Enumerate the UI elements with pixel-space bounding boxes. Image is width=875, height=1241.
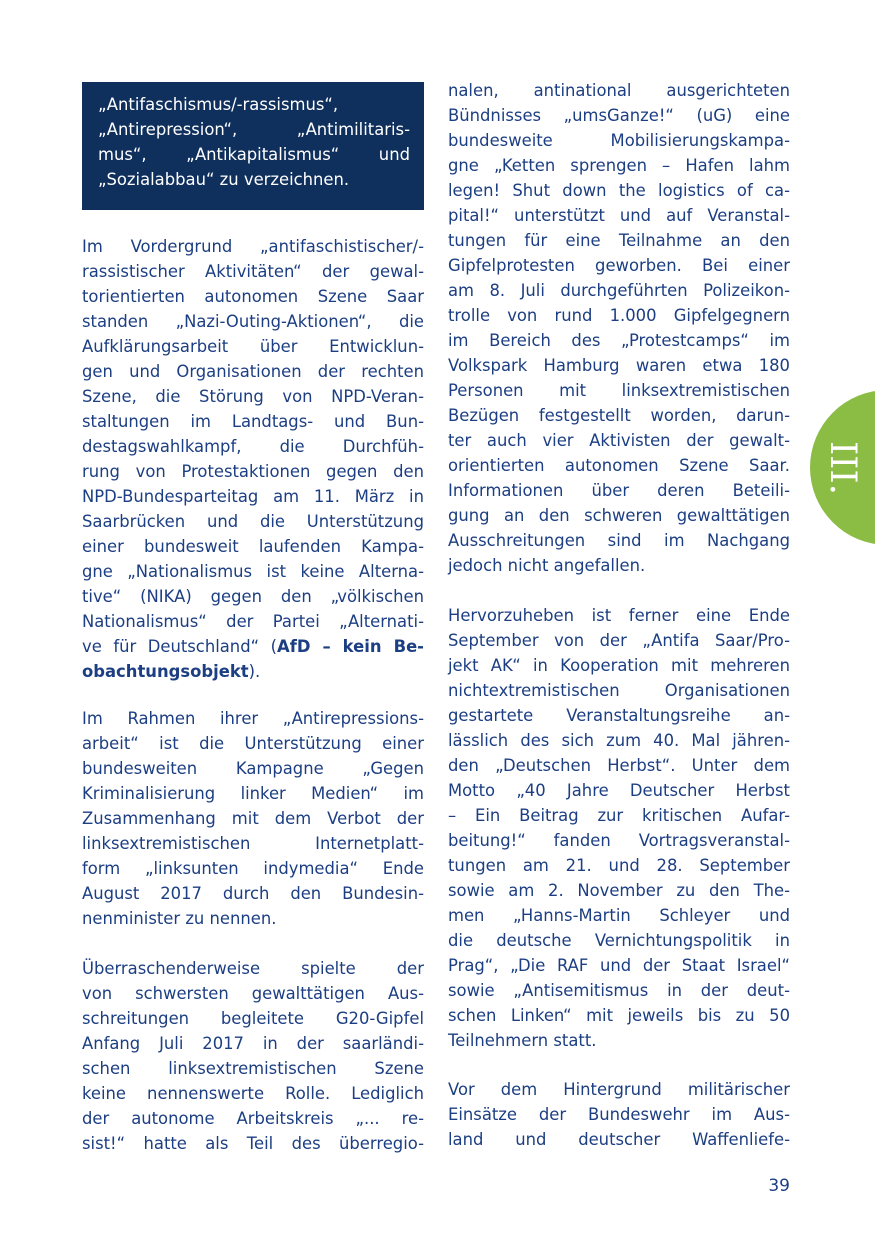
text-line: Volkspark Hamburg waren etwa 180: [448, 356, 790, 375]
text-line: August 2017 durch den Bundesin-: [82, 884, 424, 903]
text-line: trolle von rund 1.000 Gipfelgegnern: [448, 306, 790, 325]
text-line: sowie „Antisemitismus in der deut-: [448, 981, 790, 1000]
text-line: Zusammenhang mit dem Verbot der: [82, 809, 424, 828]
text-line: Szene, die Störung von NPD-Veran-: [82, 387, 424, 406]
text-line: Gipfelprotesten geworben. Bei einer: [448, 256, 790, 275]
text-line: tungen für eine Teilnahme an den: [448, 231, 790, 250]
text-line: land und deutscher Waffenliefe-: [448, 1130, 790, 1149]
text-line: Informationen über deren Beteili-: [448, 481, 790, 500]
left-paragraph-3: [82, 956, 424, 1156]
text-line: Aufklärungsarbeit über Entwicklun-: [82, 337, 424, 356]
text-line: nenminister zu nennen.: [82, 909, 277, 928]
text-line: Vor dem Hintergrund militärischer: [448, 1080, 790, 1099]
text-line: der autonome Arbeitskreis „... re-: [82, 1109, 424, 1128]
text-line: Prag“, „Die RAF und der Staat Israel“: [448, 956, 790, 975]
left-paragraph-2: [82, 706, 424, 931]
text-line: Personen mit linksextremistischen: [448, 381, 790, 400]
text-line: die deutsche Vernichtungspolitik in: [448, 931, 790, 950]
text-line: Bezügen festgestellt worden, darun-: [448, 406, 790, 425]
text-line: destagswahlkampf, die Durchfüh-: [82, 437, 424, 456]
bold-term: AfD – kein Be-: [277, 637, 424, 656]
text-line: form „linksunten indymedia“ Ende: [82, 859, 424, 878]
text-line: gne „Ketten sprengen – Hafen lahm: [448, 156, 790, 175]
text-line: men „Hanns-Martin Schleyer und: [448, 906, 790, 925]
highlight-box: [82, 82, 424, 210]
text-line: nichtextremistischen Organisationen: [448, 681, 790, 700]
chapter-numeral: III.: [822, 440, 863, 496]
text-segment: ).: [248, 662, 261, 681]
text-line: staltungen im Landtags- und Bun-: [82, 412, 424, 431]
text-line: Überraschenderweise spielte der: [82, 959, 424, 978]
page-number: 39: [768, 1176, 790, 1196]
text-line: Saarbrücken und die Unterstützung: [82, 512, 424, 531]
text-line: [82, 634, 424, 659]
text-line: schreitungen begleitete G20-Gipfel: [82, 1009, 424, 1028]
text-line: einer bundesweit laufenden Kampa-: [82, 537, 424, 556]
text-segment: ve für Deutschland“ (: [82, 637, 278, 656]
text-line: Anfang Juli 2017 in der saarländi-: [82, 1034, 424, 1053]
bold-term: obachtungsobjekt: [82, 662, 249, 681]
text-line: lässlich des sich zum 40. Mal jähren-: [448, 731, 790, 750]
right-paragraph-3: [448, 1077, 790, 1152]
text-line: Hervorzuheben ist ferner eine Ende: [448, 606, 790, 625]
text-line: Bündnisses „umsGanze!“ (uG) eine: [448, 106, 790, 125]
text-line: gung an den schweren gewalttätigen: [448, 506, 790, 525]
text-line: linksextremistischen Internetplatt-: [82, 834, 424, 853]
text-line: Kriminalisierung linker Medien“ im: [82, 784, 424, 803]
text-line: gne „Nationalismus ist keine Alterna-: [82, 562, 424, 581]
text-line: gestartete Veranstaltungsreihe an-: [448, 706, 790, 725]
text-line: von schwersten gewalttätigen Aus-: [82, 984, 424, 1003]
text-line: Einsätze der Bundeswehr im Aus-: [448, 1105, 790, 1124]
text-line: jekt AK“ in Kooperation mit mehreren: [448, 656, 790, 675]
text-line: Motto „40 Jahre Deutscher Herbst: [448, 781, 790, 800]
text-line: standen „Nazi-Outing-Aktionen“, die: [82, 312, 424, 331]
text-line: am 8. Juli durchgeführten Polizeikon-: [448, 281, 790, 300]
highlight-line: „Antirepression“, „Antimilitaris-: [98, 120, 410, 139]
text-line: – Ein Beitrag zur kritischen Aufar-: [448, 806, 790, 825]
text-line: arbeit“ ist die Unterstützung einer: [82, 734, 424, 753]
text-line: rassistischer Aktivitäten“ der gewal-: [82, 262, 424, 281]
text-line: Im Rahmen ihrer „Antirepressions-: [82, 709, 424, 728]
right-paragraph-2: [448, 603, 790, 1053]
text-line: legen! Shut down the logistics of ca-: [448, 181, 790, 200]
text-line: sist!“ hatte als Teil des überregio-: [82, 1134, 424, 1153]
text-line: beitung!“ fanden Vortragsveranstal-: [448, 831, 790, 850]
text-line: Nationalismus“ der Partei „Alternati-: [82, 612, 424, 631]
text-line: torientierten autonomen Szene Saar: [82, 287, 424, 306]
right-paragraph-1: [448, 78, 790, 578]
text-line: rung von Protestaktionen gegen den: [82, 462, 424, 481]
text-line: schen linksextremistischen Szene: [82, 1059, 424, 1078]
text-line: schen Linken“ mit jeweils bis zu 50: [448, 1006, 790, 1025]
text-line: bundesweiten Kampagne „Gegen: [82, 759, 424, 778]
text-line: September von der „Antifa Saar/Pro-: [448, 631, 790, 650]
text-line: bundesweite Mobilisierungskampa-: [448, 131, 790, 150]
text-line: im Bereich des „Protestcamps“ im: [448, 331, 790, 350]
text-line: den „Deutschen Herbst“. Unter dem: [448, 756, 790, 775]
text-line: [82, 659, 424, 684]
left-paragraph-1: [82, 234, 424, 684]
text-line: Ausschreitungen sind im Nachgang: [448, 531, 790, 550]
highlight-line: „Sozialabbau“ zu verzeichnen.: [98, 170, 350, 189]
text-line: tungen am 21. und 28. September: [448, 856, 790, 875]
text-line: tive“ (NIKA) gegen den „völkischen: [82, 587, 424, 606]
text-line: NPD-Bundesparteitag am 11. März in: [82, 487, 424, 506]
text-line: jedoch nicht angefallen.: [448, 556, 646, 575]
text-line: Im Vordergrund „antifaschistischer/-: [82, 237, 424, 256]
text-line: keine nennenswerte Rolle. Lediglich: [82, 1084, 424, 1103]
text-line: Teilnehmern statt.: [448, 1031, 597, 1050]
text-line: pital!“ unterstützt und auf Veranstal-: [448, 206, 790, 225]
text-line: sowie am 2. November zu den The-: [448, 881, 790, 900]
text-line: gen und Organisationen der rechten: [82, 362, 424, 381]
highlight-line: mus“, „Antikapitalismus“ und: [98, 145, 410, 164]
text-line: ter auch vier Aktivisten der gewalt-: [448, 431, 790, 450]
text-line: nalen, antinational ausgerichteten: [448, 81, 790, 100]
text-line: orientierten autonomen Szene Saar.: [448, 456, 790, 475]
highlight-line: „Antifaschismus/-rassismus“,: [98, 95, 339, 114]
